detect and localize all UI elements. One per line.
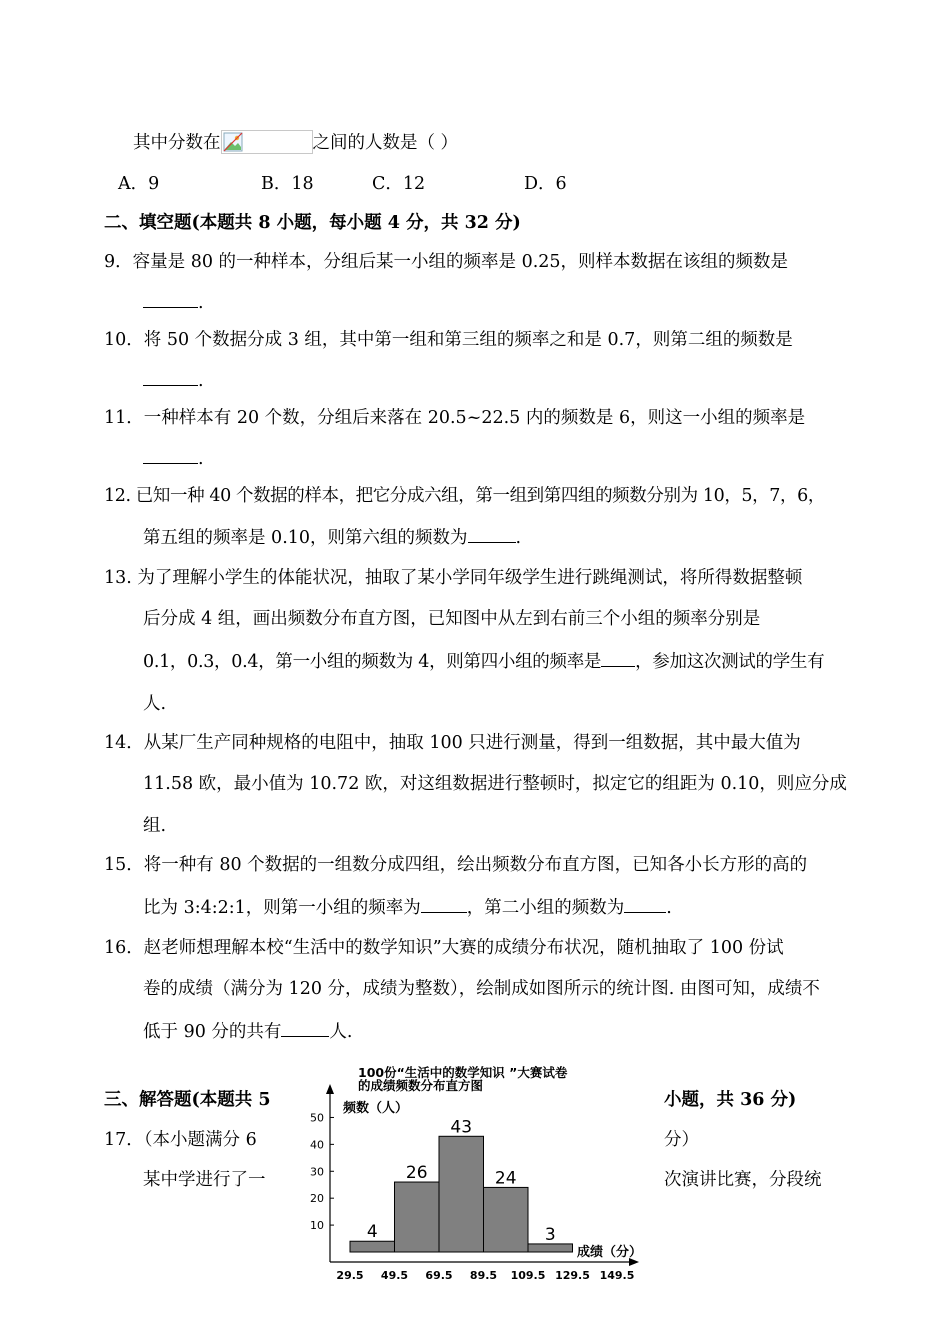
bar-value-label: 26 [405,1163,428,1184]
histogram-bar [395,1182,440,1252]
q10-line2: . [143,369,204,393]
q8-option-b[interactable]: B．18 [261,174,314,194]
q15-line1: 15．将一种有 80 个数据的一组数分成四组，绘出频数分布直方图，已知各小长方形的高的 [104,855,808,875]
x-axis-label: 成绩（分） [577,1245,643,1260]
y-tick-label: 20 [310,1192,324,1206]
x-tick-label: 129.5 [555,1269,590,1282]
q8-option-a[interactable]: A．9 [118,174,160,194]
histogram-bar [528,1244,573,1252]
q14-line1: 14．从某厂生产同种规格的电阻中，抽取 100 只进行测量，得到一组数据，其中最大值为 [104,733,801,753]
x-tick-label: 69.5 [425,1269,453,1282]
q16-line2: 卷的成绩（满分为 120 分，成绩为整数），绘制成如图所示的统计图. 由图可知，成绩不 [143,979,820,999]
q12-line2: 第五组的频率是 0.10，则第六组的频数为 . [143,528,522,548]
histogram-chart [295,1062,655,1287]
q13-line1: 13. 为了理解小学生的体能状况，抽取了某小学同年级学生进行跳绳测试，将所得数据整顿 [104,568,803,588]
broken-image-placeholder [221,130,313,154]
answer-blank[interactable] [143,293,198,308]
x-tick-label: 149.5 [599,1269,635,1282]
y-axis-arrow [326,1084,334,1094]
q13-line3: 0.1，0.3，0.4，第一小组的频数为 4，则第四小组的频率是 ，参加这次测试的学生有 [143,652,825,672]
q8-option-d[interactable]: D．6 [524,174,567,194]
q17b-left: 某中学进行了一 [143,1170,266,1190]
q8-option-c[interactable]: C．12 [372,174,426,194]
x-tick-label: 49.5 [380,1269,409,1282]
q17b-right: 次演讲比赛，分段统 [664,1170,822,1190]
y-axis-label: 频数（人） [343,1101,409,1116]
q14-line2: 11.58 欧，最小值为 10.72 欧，对这组数据进行整顿时，拟定它的组距为 0.10，则应分成 [143,774,847,794]
x-tick-label: 89.5 [469,1269,498,1282]
broken-image-icon [223,132,243,152]
q16-line1: 16．赵老师想理解本校“生活中的数学知识”大赛的成绩分布状况，随机抽取了 100 份试 [104,938,784,958]
bar-value-label: 3 [544,1224,556,1245]
section3-title-right: 小题，共 36 分) [664,1090,797,1110]
q10-line1: 10．将 50 个数据分成 3 组，其中第一组和第三组的频率之和是 0.7，则第二组的频数是 [104,330,793,350]
q17-right: 分） [664,1130,699,1150]
q11-line1: 11．一种样本有 20 个数，分组后来落在 20.5~22.5 内的频数是 6，则这一小组的频率是 [104,408,806,428]
answer-blank[interactable] [143,371,198,386]
section2-title: 二、填空题(本题共 8 小题，每小题 4 分，共 32 分) [104,213,521,233]
y-tick-label: 50 [310,1111,324,1125]
q9-line2: . [143,291,204,315]
answer-blank[interactable] [601,652,635,667]
chart-title: 100份“生活中的数学知识 ”大赛试卷 [358,1065,568,1080]
bar-value-label: 24 [494,1168,517,1189]
q12-line1: 12. 已知一种 40 个数据的样本，把它分成六组，第一组到第四组的频数分别为 10，5，7，6， [104,486,825,506]
histogram-bar [439,1136,484,1252]
answer-blank[interactable] [624,898,666,913]
answer-blank[interactable] [468,528,516,543]
answer-blank[interactable] [421,898,467,913]
x-tick-label: 109.5 [510,1269,546,1282]
y-tick-label: 30 [310,1165,324,1179]
q15-line2: 比为 3:4:2:1，则第一小组的频率为 ，第二小组的频数为 . [143,898,672,918]
q13-line2: 后分成 4 组，画出频数分布直方图，已知图中从左到右前三个小组的频率分别是 [143,609,761,629]
q9-line1: 9．容量是 80 的一种样本，分组后某一小组的频率是 0.25，则样本数据在该组的频数是 [104,252,789,272]
y-tick-label: 10 [310,1219,324,1233]
chart-subtitle: 的成绩频数分布直方图 [358,1078,484,1093]
q17-left: 17．（本小题满分 6 [104,1130,257,1150]
bar-value-label: 43 [450,1117,473,1138]
section3-title-left: 三、解答题(本题共 5 [104,1090,271,1110]
histogram-bar [484,1187,529,1252]
q14-line3: 组. [143,816,167,836]
q11-line2: . [143,447,204,471]
bar-value-label: 4 [366,1222,378,1243]
q13-line4: 人. [143,694,167,714]
answer-blank[interactable] [281,1022,329,1037]
q16-line3: 低于 90 分的共有 人. [143,1022,353,1042]
x-tick-label: 29.5 [336,1269,364,1282]
q8-prompt: 其中分数在 之间的人数是（ ） [133,130,458,155]
histogram-bar [350,1241,395,1252]
answer-blank[interactable] [143,449,198,464]
y-tick-label: 40 [310,1138,324,1152]
